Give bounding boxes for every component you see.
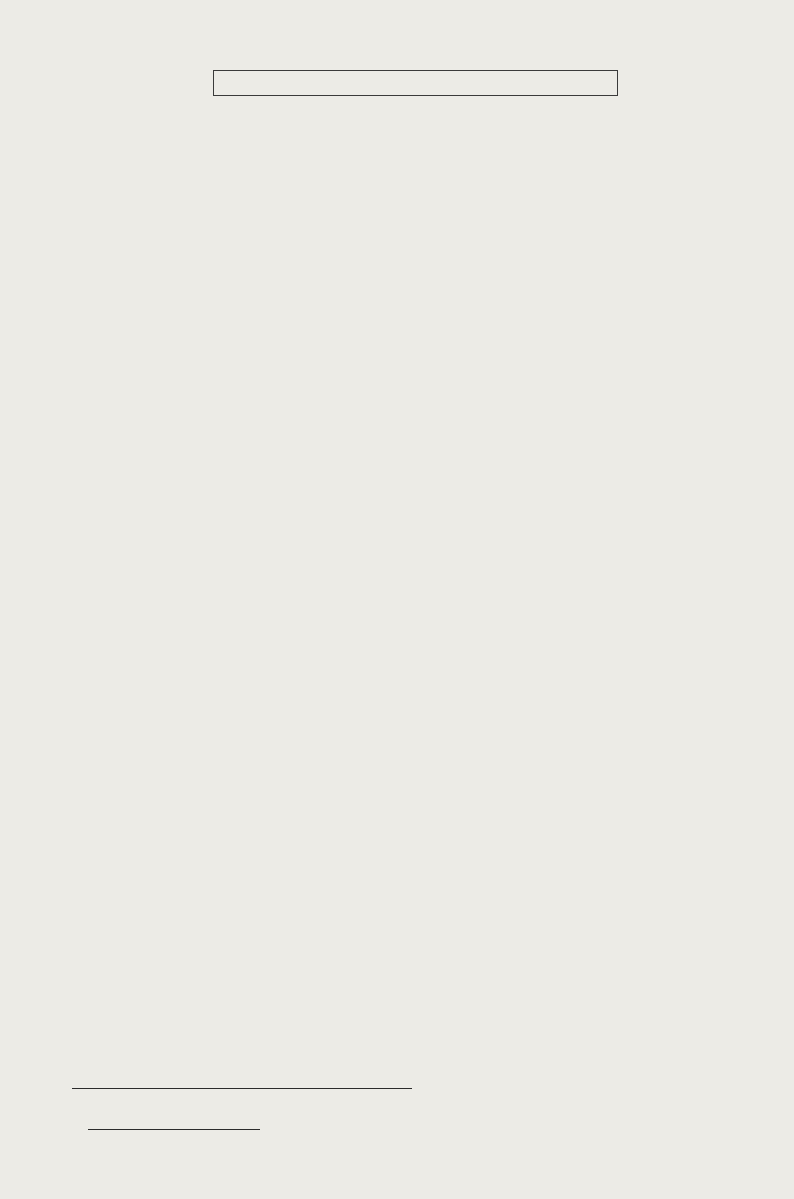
uwaga-underline <box>72 1088 412 1089</box>
uwaga-underline-3 <box>88 1129 260 1130</box>
title-box <box>213 70 618 96</box>
